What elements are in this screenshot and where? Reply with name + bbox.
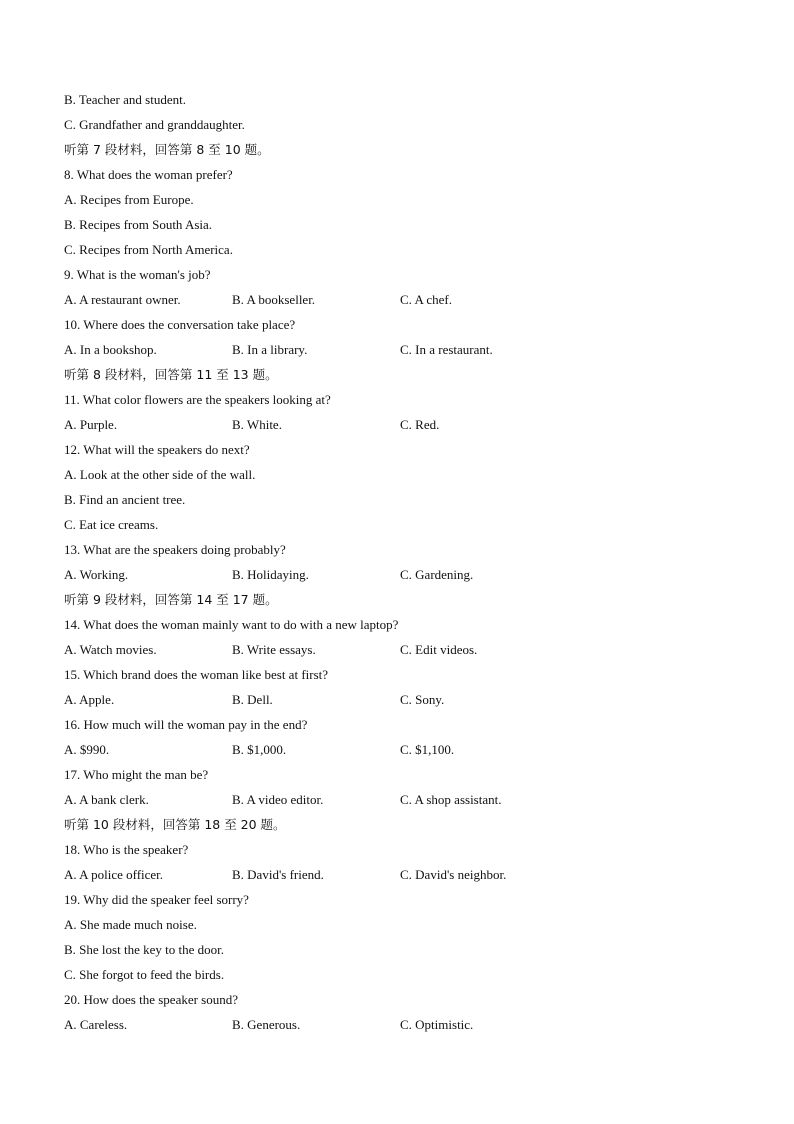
answer-option	[64, 966, 744, 991]
question-text	[64, 891, 744, 916]
line-text: C. Eat ice creams.	[64, 517, 159, 532]
answer-options-row	[64, 416, 744, 441]
line-text: 听第 9 段材料，回答第 14 至 17 题。	[64, 592, 278, 607]
question-text	[64, 266, 744, 291]
line-text: 11. What color flowers are the speakers looking at?	[64, 392, 331, 407]
line-text: 12. What will the speakers do next?	[64, 442, 250, 457]
answer-options-row	[64, 341, 744, 366]
answer-option-b: B. $1,000.	[232, 742, 287, 757]
line-text: 14. What does the woman mainly want to do with a new laptop?	[64, 617, 399, 632]
answer-option	[64, 941, 744, 966]
answer-option-a: A. A restaurant owner.	[64, 292, 181, 307]
answer-options-row	[64, 641, 744, 666]
answer-option-a: A. A police officer.	[64, 867, 164, 882]
line-text: 17. Who might the man be?	[64, 767, 209, 782]
answer-option-a: A. In a bookshop.	[64, 342, 157, 357]
answer-option-c: C. David's neighbor.	[400, 867, 507, 882]
answer-option-b: B. A bookseller.	[232, 292, 316, 307]
answer-option-b: B. White.	[232, 417, 282, 432]
line-text: 15. Which brand does the woman like best at first?	[64, 667, 329, 682]
line-text: 20. How does the speaker sound?	[64, 992, 239, 1007]
answer-option-c: C. Red.	[400, 417, 440, 432]
line-text: 10. Where does the conversation take place?	[64, 317, 296, 332]
answer-options-row	[64, 691, 744, 716]
line-text: A. Recipes from Europe.	[64, 192, 194, 207]
answer-option-b: B. Generous.	[232, 1017, 301, 1032]
answer-option	[64, 916, 744, 941]
answer-option-c: C. Sony.	[400, 692, 445, 707]
answer-option-a: A. Watch movies.	[64, 642, 157, 657]
question-text	[64, 316, 744, 341]
line-text: B. Find an ancient tree.	[64, 492, 186, 507]
question-text	[64, 616, 744, 641]
answer-option	[64, 241, 744, 266]
line-text: 9. What is the woman's job?	[64, 267, 211, 282]
answer-option-b: B. Holidaying.	[232, 567, 309, 582]
answer-option	[64, 491, 744, 516]
line-text: C. Grandfather and granddaughter.	[64, 117, 245, 132]
line-text: 听第 10 段材料，回答第 18 至 20 题。	[64, 817, 286, 832]
question-text	[64, 666, 744, 691]
answer-option-a: A. $990.	[64, 742, 110, 757]
line-text: 18. Who is the speaker?	[64, 842, 189, 857]
answer-option-c: C. $1,100.	[400, 742, 455, 757]
answer-option-a: A. Careless.	[64, 1017, 128, 1032]
line-text: 16. How much will the woman pay in the end?	[64, 717, 308, 732]
answer-option-b: B. A video editor.	[232, 792, 324, 807]
answer-option	[64, 466, 744, 491]
question-text	[64, 166, 744, 191]
answer-option-a: A. Apple.	[64, 692, 115, 707]
answer-option-c: C. Optimistic.	[400, 1017, 474, 1032]
line-text: 听第 7 段材料，回答第 8 至 10 题。	[64, 142, 270, 157]
line-text: B. Teacher and student.	[64, 92, 186, 107]
answer-option-c: C. Edit videos.	[400, 642, 478, 657]
section-instruction	[64, 591, 744, 616]
section-instruction	[64, 816, 744, 841]
answer-option	[64, 216, 744, 241]
question-text	[64, 991, 744, 1016]
answer-option-c: C. A shop assistant.	[400, 792, 502, 807]
line-text: 13. What are the speakers doing probably?	[64, 542, 286, 557]
section-instruction	[64, 366, 744, 391]
answer-options-row	[64, 291, 744, 316]
line-text: 19. Why did the speaker feel sorry?	[64, 892, 249, 907]
line-text: C. She forgot to feed the birds.	[64, 967, 225, 982]
answer-option-a: A. Purple.	[64, 417, 118, 432]
line-text: A. Look at the other side of the wall.	[64, 467, 256, 482]
line-text: B. She lost the key to the door.	[64, 942, 224, 957]
question-text	[64, 541, 744, 566]
question-text	[64, 766, 744, 791]
question-text	[64, 441, 744, 466]
answer-option-c: C. Gardening.	[400, 567, 474, 582]
answer-option-b: B. Dell.	[232, 692, 273, 707]
answer-option-c: C. In a restaurant.	[400, 342, 493, 357]
question-text	[64, 716, 744, 741]
answer-option-c: C. A chef.	[400, 292, 452, 307]
question-text	[64, 841, 744, 866]
answer-option-b: B. Write essays.	[232, 642, 316, 657]
answer-option	[64, 116, 744, 141]
answer-options-row	[64, 791, 744, 816]
answer-options-row	[64, 741, 744, 766]
line-text: B. Recipes from South Asia.	[64, 217, 213, 232]
answer-option	[64, 191, 744, 216]
answer-options-row	[64, 1016, 744, 1041]
exam-page	[64, 91, 744, 1041]
answer-option-a: A. A bank clerk.	[64, 792, 149, 807]
answer-options-row	[64, 566, 744, 591]
answer-option-a: A. Working.	[64, 567, 129, 582]
section-instruction	[64, 141, 744, 166]
answer-option	[64, 516, 744, 541]
question-text	[64, 391, 744, 416]
line-text: 听第 8 段材料，回答第 11 至 13 题。	[64, 367, 278, 382]
answer-option-b: B. In a library.	[232, 342, 308, 357]
line-text: 8. What does the woman prefer?	[64, 167, 233, 182]
answer-options-row	[64, 866, 744, 891]
answer-option	[64, 91, 744, 116]
line-text: C. Recipes from North America.	[64, 242, 233, 257]
answer-option-b: B. David's friend.	[232, 867, 324, 882]
line-text: A. She made much noise.	[64, 917, 197, 932]
